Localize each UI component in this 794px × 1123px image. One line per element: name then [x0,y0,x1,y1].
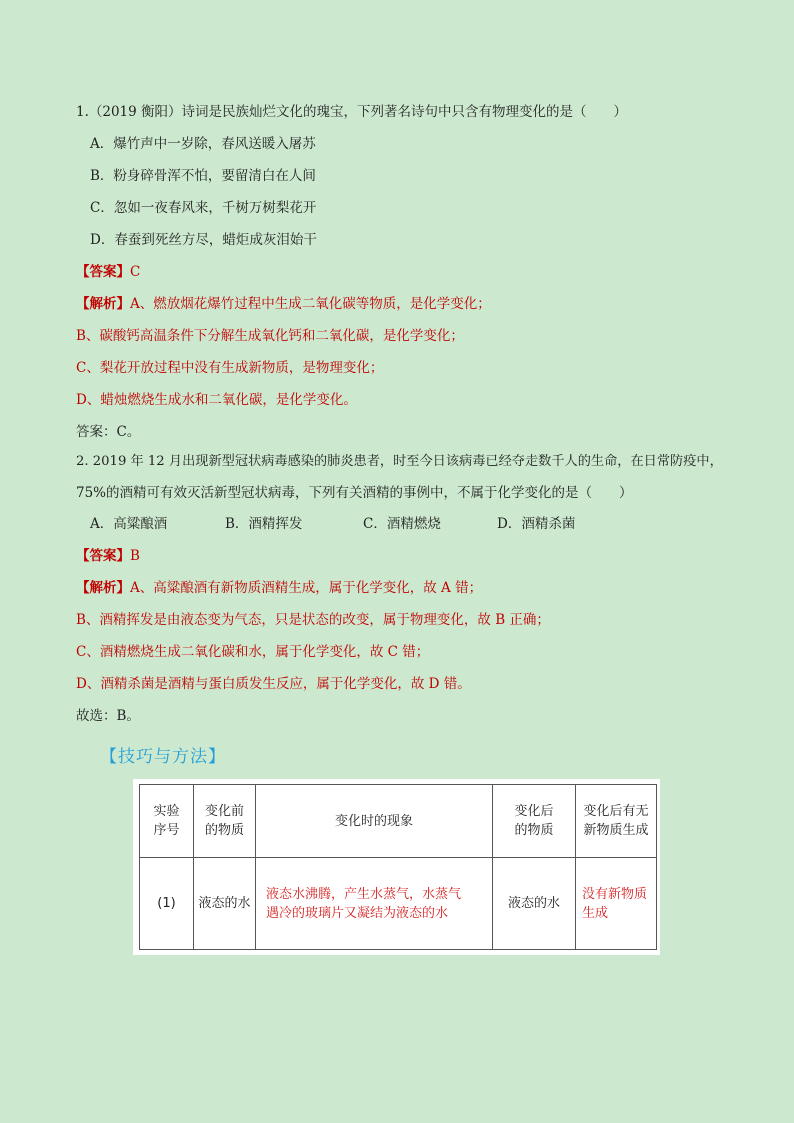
table-row [140,858,657,950]
experiment-table-card [133,779,660,955]
q2-stem-line-2: 75%的酒精可有效灭活新型冠状病毒，下列有关酒精的事例中，不属于化学变化的是（ ） [76,485,633,501]
q2-analysis-line-2: B、酒精挥发是由液态变为气态，只是状态的改变，属于物理变化，故 B 正确； [76,612,550,628]
cell-after: 液态的水 [493,858,576,950]
q2-option-c: C．酒精燃烧 [363,516,441,532]
q2-answer-label: 【答案】 [76,548,130,564]
table-header-row [140,785,657,858]
q1-analysis-text-1: A、燃放烟花爆竹过程中生成二氧化碳等物质，是化学变化； [130,296,491,312]
q1-answer-value: C [130,264,141,280]
header-before-line-2: 的物质 [204,823,244,838]
q1-analysis-label: 【解析】 [76,296,130,312]
q2-option-b: B．酒精挥发 [225,516,303,532]
cell-result-line-2: 生成 [582,905,609,921]
q2-options [0,514,794,534]
q1-option-a: A．爆竹声中一岁除，春风送暖入屠苏 [90,136,316,152]
header-result-line-1: 变化后有无 [583,804,649,819]
experiment-table [139,784,657,950]
header-before-line-1: 变化前 [204,804,244,819]
header-experiment-no [140,785,194,858]
section-title: 【技巧与方法】 [100,747,226,767]
cell-experiment-no: (1) [140,858,194,950]
header-after [493,785,576,858]
header-phenomenon [256,785,493,858]
q1-analysis-line-4: D、蜡烛燃烧生成水和二氧化碳，是化学变化。 [76,392,357,408]
q2-analysis-line-3: C、酒精燃烧生成二氧化碳和水，属于化学变化，故 C 错； [76,644,430,660]
q1-option-b: B．粉身碎骨浑不怕，要留清白在人间 [90,168,316,184]
header-after-line-1: 变化后 [514,804,554,819]
cell-phenomenon-line-2: 遇冷的玻璃片又凝结为液态的水 [266,905,449,921]
q1-option-c: C．忽如一夜春风来，千树万树梨花开 [90,200,317,216]
header-before [194,785,256,858]
cell-phenomenon [256,858,493,950]
q2-answer [76,546,140,566]
q2-stem-line-1: 2. 2019 年 12 月出现新型冠状病毒感染的肺炎患者，时至今日该病毒已经夺走数千人的生命，在日常防疫中， [76,454,723,469]
q2-conclusion: 故选：B。 [76,708,140,724]
q1-answer-label: 【答案】 [76,264,130,280]
q1-stem: 1.（2019 衡阳）诗词是民族灿烂文化的瑰宝，下列著名诗句中只含有物理变化的是（ ） [76,104,628,120]
q1-analysis-line-3: C、梨花开放过程中没有生成新物质，是物理变化； [76,360,384,376]
q1-conclusion: 答案：C。 [76,424,141,440]
header-result [576,785,657,858]
q2-analysis-line-4: D、酒精杀菌是酒精与蛋白质发生反应，属于化学变化，故 D 错。 [76,676,471,692]
q2-analysis-label: 【解析】 [76,580,130,596]
cell-phenomenon-line-1: 液态水沸腾，产生水蒸气，水蒸气 [266,886,462,902]
cell-result-line-1: 没有新物质 [582,886,648,902]
q1-option-d: D．春蚕到死丝方尽，蜡炬成灰泪始干 [90,232,317,248]
header-after-line-2: 的物质 [514,823,554,838]
q1-analysis-line-1 [76,294,491,314]
header-result-line-2: 新物质生成 [583,823,649,838]
header-experiment-no-line-1: 实验 [153,804,180,819]
q1-analysis-line-2: B、碳酸钙高温条件下分解生成氧化钙和二氧化碳，是化学变化； [76,328,464,344]
header-experiment-no-line-2: 序号 [153,823,180,838]
cell-before: 液态的水 [194,858,256,950]
q2-analysis-text-1: A、高粱酿酒有新物质酒精生成，属于化学变化，故 A 错； [130,580,483,596]
q2-option-a: A．高粱酿酒 [90,516,168,532]
q2-analysis-line-1 [76,578,482,598]
cell-result [576,858,657,950]
q1-answer [76,262,140,282]
header-phenomenon-line-1: 变化时的现象 [334,813,413,829]
q2-option-d: D．酒精杀菌 [497,516,576,532]
q2-answer-value: B [130,548,140,564]
